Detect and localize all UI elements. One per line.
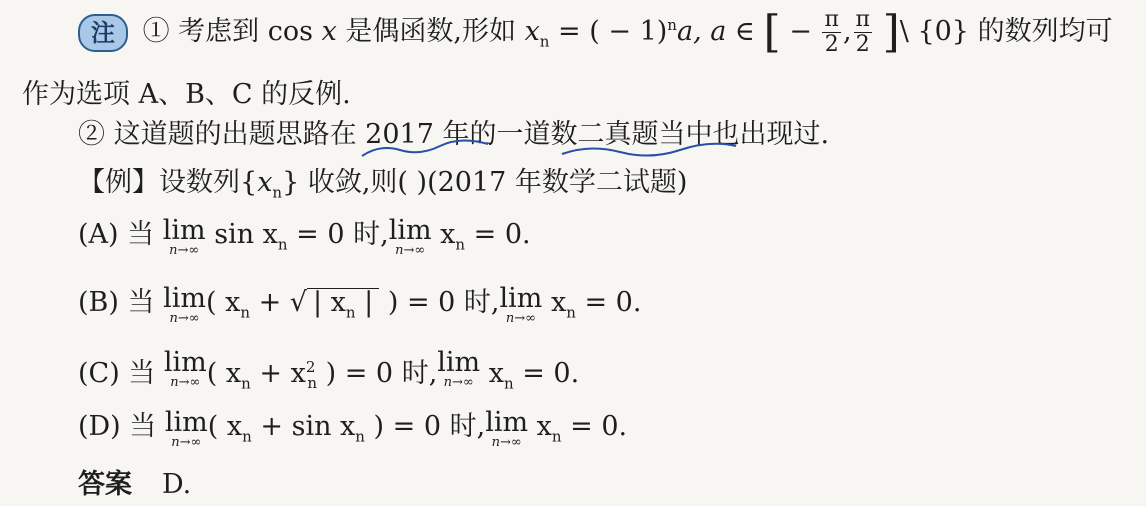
limit-operator xyxy=(499,283,543,326)
option-d xyxy=(78,407,628,453)
note-line-1 xyxy=(78,8,1113,58)
abs-close: | xyxy=(355,287,374,318)
limit-operator xyxy=(485,407,529,450)
result-x: x xyxy=(528,411,552,442)
math-x: x xyxy=(257,167,273,198)
result-end: = 0. xyxy=(575,287,642,318)
limit-operator xyxy=(388,215,432,258)
lim-sub: n→∞ xyxy=(169,311,200,326)
condition: ) = 0 时, xyxy=(364,411,486,442)
interval-right-bracket: ] xyxy=(882,6,900,58)
lim-word: lim xyxy=(162,215,206,246)
note-line-2 xyxy=(22,78,351,112)
condition: ) = 0 时, xyxy=(317,358,438,389)
result-x: x xyxy=(431,219,456,250)
limit-operator xyxy=(162,215,206,258)
interval-minus: − xyxy=(789,16,812,47)
example-line xyxy=(78,166,687,209)
math-x-n: x xyxy=(524,16,540,47)
subscript-n: n xyxy=(539,32,550,51)
frac-num: π xyxy=(855,7,870,32)
lim-sub: n→∞ xyxy=(170,375,201,390)
note-text-tail: 的数列均可 xyxy=(968,16,1113,47)
frac-den: 2 xyxy=(855,32,870,57)
subscript-n: n xyxy=(345,303,356,322)
condition: ) = 0 时, xyxy=(379,287,500,318)
subscript-n: n xyxy=(355,427,365,446)
example-tail: } 收敛,则( )(2017 年数学二试题) xyxy=(282,167,688,198)
result-end: = 0. xyxy=(561,411,628,442)
expr: ( x xyxy=(207,411,243,442)
set-minus-zero: \ {0} xyxy=(899,16,969,47)
limit-operator xyxy=(163,283,206,326)
subscript-n: n xyxy=(241,374,251,393)
result-end: = 0. xyxy=(513,358,580,389)
answer-value: D. xyxy=(162,469,192,500)
lim-sub: n→∞ xyxy=(395,243,426,258)
option-label: (B) 当 xyxy=(78,287,155,318)
subscript-n: n xyxy=(566,303,576,322)
option-label: (A) 当 xyxy=(78,219,155,250)
plus: + sin x xyxy=(251,411,356,442)
example-head: 【例】设数列{ xyxy=(78,167,258,198)
note-badge: 注 xyxy=(78,14,128,52)
note-text-head: ① 考虑到 cos xyxy=(142,16,322,47)
result-x: x xyxy=(480,358,504,389)
fraction-pi-over-2-b xyxy=(854,8,872,57)
lim-word: lim xyxy=(485,407,529,438)
expr: ( x xyxy=(206,358,242,389)
lim-word: lim xyxy=(499,283,543,314)
note-text-line2: 作为选项 A、B、C 的反例. xyxy=(22,79,351,110)
superscript-2: 2 xyxy=(305,358,316,376)
lim-word: lim xyxy=(163,347,207,378)
subscript-n: n xyxy=(240,303,250,322)
subscript-n: n xyxy=(551,427,562,446)
expr: sin x xyxy=(205,219,278,250)
frac-num: π xyxy=(824,7,839,32)
lim-word: lim xyxy=(437,347,481,378)
lim-sub: n→∞ xyxy=(505,311,536,326)
lim-sub: n→∞ xyxy=(443,375,474,390)
option-a xyxy=(78,215,531,261)
subscript-n: n xyxy=(272,183,283,202)
answer-label: 答案 xyxy=(78,469,132,500)
subscript-n: n xyxy=(455,235,466,254)
lim-sub: n→∞ xyxy=(169,243,200,258)
note-text-line3: ② 这道题的出题思路在 2017 年的一道数二真题当中也出现过. xyxy=(78,119,830,150)
lim-word: lim xyxy=(163,283,206,314)
fraction-pi-over-2-a xyxy=(822,8,840,57)
lim-sub: n→∞ xyxy=(491,435,522,450)
note-line-3 xyxy=(78,118,829,152)
expr: ( x xyxy=(205,287,241,318)
subscript-n: n xyxy=(242,427,252,446)
lim-word: lim xyxy=(388,215,432,246)
option-c xyxy=(78,347,580,400)
interval-comma: , xyxy=(842,16,852,47)
option-b: (B) 当 lim n→∞ ( $x_n$ + √ | $x_n$ | ) = 0 时, lim n→∞ $x_n = 0$. xyxy=(78,283,642,326)
result-x: x xyxy=(542,287,567,318)
option-label: (D) 当 xyxy=(78,411,157,442)
condition: = 0 时, xyxy=(287,219,389,250)
abs-x: | x xyxy=(313,287,346,318)
note-text-mid: 是偶函数,形如 xyxy=(336,16,525,47)
formula-a: a, a ∈ xyxy=(676,16,764,47)
subscript-n: n xyxy=(307,374,318,393)
option-label: (C) 当 xyxy=(78,358,156,389)
lim-word: lim xyxy=(164,407,208,438)
result-end: = 0. xyxy=(465,219,531,250)
subscript-n: n xyxy=(277,235,288,254)
lim-sub: n→∞ xyxy=(171,435,202,450)
subscript-n: n xyxy=(503,374,514,393)
formula-eq: = ( − 1) xyxy=(549,16,668,47)
limit-operator xyxy=(163,347,207,390)
frac-den: 2 xyxy=(824,32,839,57)
interval-left-bracket: [ xyxy=(763,6,781,58)
plus: + xyxy=(249,287,290,318)
sqrt-radicand xyxy=(307,288,379,326)
limit-operator xyxy=(437,347,481,390)
answer-line xyxy=(78,468,191,502)
limit-operator xyxy=(164,407,208,450)
superscript-n: n xyxy=(667,16,677,34)
math-x: x xyxy=(321,16,337,47)
plus: + x xyxy=(250,358,306,389)
